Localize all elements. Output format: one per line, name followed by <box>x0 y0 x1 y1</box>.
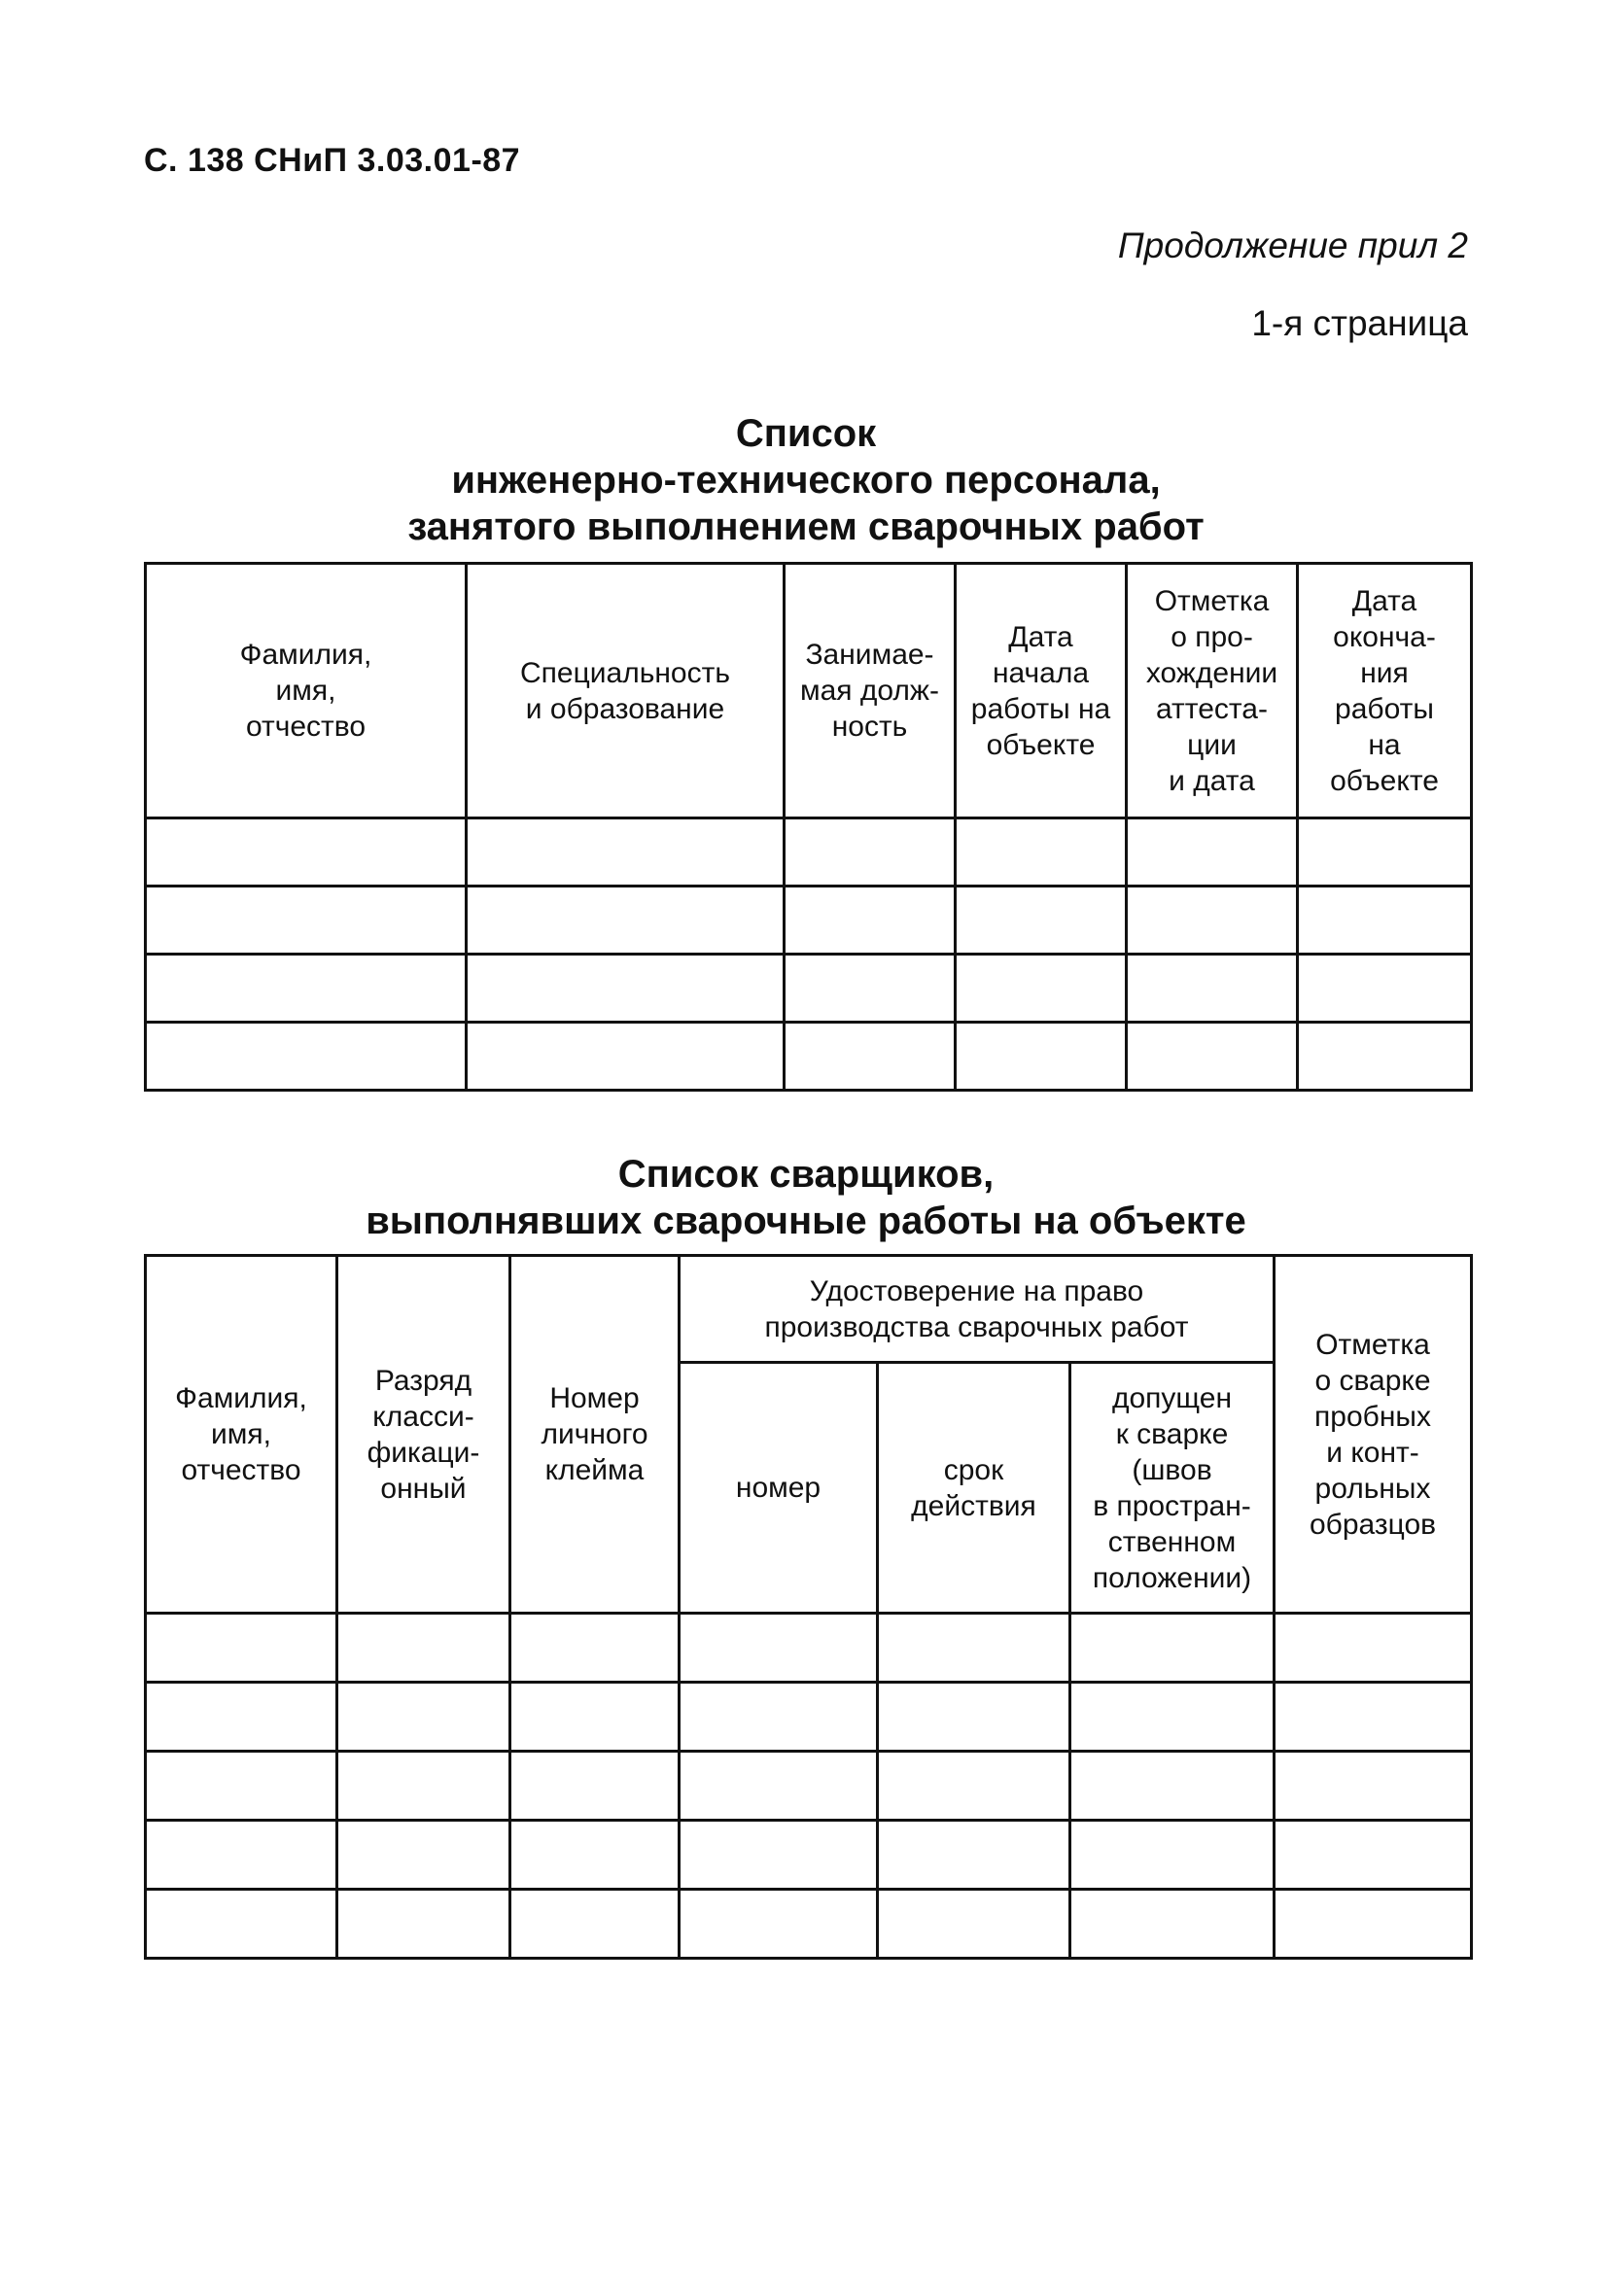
table-cell <box>146 887 467 955</box>
table-cell <box>785 1023 956 1091</box>
column-header-validity: срок действия <box>878 1363 1070 1614</box>
column-header-specialty: Специальность и образование <box>467 564 785 818</box>
table-cell <box>337 1890 510 1959</box>
column-header-test-samples: Отметка о сварке пробных и конт- рольных образцов <box>1275 1256 1472 1614</box>
welders-table <box>144 1254 1473 1960</box>
table-cell <box>1070 1683 1275 1752</box>
title-line: занятого выполнением сварочных работ <box>407 505 1205 548</box>
table-cell <box>956 887 1127 955</box>
table-cell <box>467 887 785 955</box>
table-cell <box>1275 1821 1472 1890</box>
table-cell <box>467 955 785 1023</box>
table-cell <box>467 818 785 887</box>
table-cell <box>878 1683 1070 1752</box>
table-cell <box>337 1683 510 1752</box>
table-cell <box>510 1821 680 1890</box>
table-row <box>146 1683 1472 1752</box>
table-cell <box>146 1614 337 1683</box>
column-header-stamp-number: Номер личного клейма <box>510 1256 680 1614</box>
table-row <box>146 1890 1472 1959</box>
table-header-row <box>146 564 1472 818</box>
table-cell <box>1127 955 1298 1023</box>
table-cell <box>956 1023 1127 1091</box>
table-cell <box>510 1683 680 1752</box>
table-cell <box>1070 1821 1275 1890</box>
table-cell <box>1298 1023 1472 1091</box>
table-cell <box>878 1614 1070 1683</box>
table-cell <box>146 955 467 1023</box>
table-cell <box>878 1890 1070 1959</box>
engineering-staff-table <box>144 562 1473 1092</box>
table-cell <box>1070 1614 1275 1683</box>
table-cell <box>146 1821 337 1890</box>
table-row <box>146 1023 1472 1091</box>
column-header-end-date: Дата оконча- ния работы на объекте <box>1298 564 1472 818</box>
table-cell <box>467 1023 785 1091</box>
table-cell <box>785 887 956 955</box>
table-cell <box>337 1821 510 1890</box>
column-header-certification: Отметка о про- хождении аттеста- ции и дата <box>1127 564 1298 818</box>
table-header-row <box>146 1256 1472 1363</box>
table-cell <box>1298 887 1472 955</box>
table-cell <box>146 1023 467 1091</box>
table-row <box>146 1752 1472 1821</box>
table-cell <box>680 1890 878 1959</box>
table-cell <box>510 1752 680 1821</box>
column-group-certificate: Удостоверение на право производства сварочных работ <box>680 1256 1275 1363</box>
table-cell <box>878 1752 1070 1821</box>
table-cell <box>510 1890 680 1959</box>
table-cell <box>1298 818 1472 887</box>
table-cell <box>146 1890 337 1959</box>
table-cell <box>1127 1023 1298 1091</box>
table-cell <box>1070 1752 1275 1821</box>
table-row <box>146 887 1472 955</box>
page-label: 1-я страница <box>1251 303 1468 343</box>
column-header-grade: Разряд класси- фикаци- онный <box>337 1256 510 1614</box>
continuation-note: Продолжение прил 2 <box>1117 226 1468 265</box>
table-cell <box>956 818 1127 887</box>
table-cell <box>1070 1890 1275 1959</box>
table-cell <box>680 1683 878 1752</box>
page-reference: С. 138 СНиП 3.03.01-87 <box>144 142 521 179</box>
table-cell <box>1275 1752 1472 1821</box>
table-cell <box>337 1614 510 1683</box>
table-cell <box>337 1752 510 1821</box>
table-cell <box>956 955 1127 1023</box>
table-cell <box>1275 1890 1472 1959</box>
table-cell <box>1127 818 1298 887</box>
title-line: выполнявших сварочные работы на объекте <box>366 1200 1246 1242</box>
title-line: Список сварщиков, <box>617 1153 995 1196</box>
column-header-number: номер <box>680 1363 878 1614</box>
table-cell <box>680 1752 878 1821</box>
table-cell <box>1127 887 1298 955</box>
table-cell <box>1298 955 1472 1023</box>
table-row <box>146 1614 1472 1683</box>
table-cell <box>146 1683 337 1752</box>
column-header-start-date: Дата начала работы на объекте <box>956 564 1127 818</box>
column-header-fio: Фамилия, имя, отчество <box>146 564 467 818</box>
table-cell <box>785 818 956 887</box>
table-row <box>146 818 1472 887</box>
column-header-fio: Фамилия, имя, отчество <box>146 1256 337 1614</box>
welders-list-title <box>144 1151 1468 1244</box>
table-row <box>146 1821 1472 1890</box>
column-header-admitted: допущен к сварке (швов в простран- ственном положении) <box>1070 1363 1275 1614</box>
table-row <box>146 955 1472 1023</box>
table-cell <box>146 1752 337 1821</box>
table-cell <box>878 1821 1070 1890</box>
table-cell <box>1275 1614 1472 1683</box>
table-cell <box>146 818 467 887</box>
column-header-position: Занимае- мая долж- ность <box>785 564 956 818</box>
table-cell <box>510 1614 680 1683</box>
title-line: Список <box>735 412 877 455</box>
table-cell <box>680 1614 878 1683</box>
title-line: инженерно-технического персонала, <box>451 459 1161 502</box>
table-cell <box>1275 1683 1472 1752</box>
table-cell <box>680 1821 878 1890</box>
engineering-staff-list-title <box>144 410 1468 550</box>
table-cell <box>785 955 956 1023</box>
